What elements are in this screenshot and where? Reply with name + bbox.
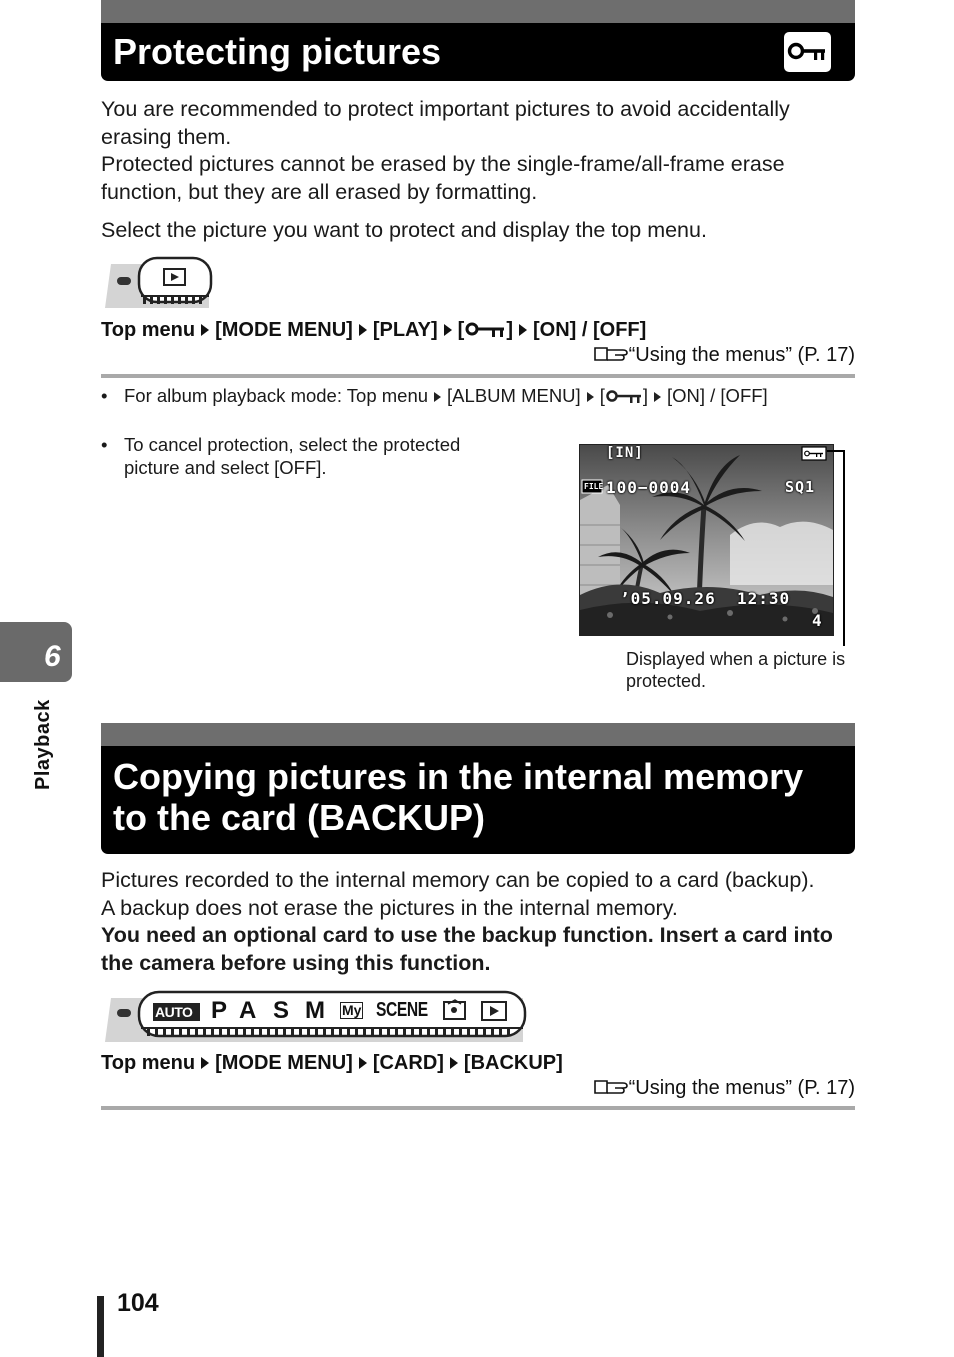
- section1-intro-paragraph-1: You are recommended to protect important pictures to avoid accidentally erasing them.: [101, 97, 790, 149]
- page-number-bar: [97, 1296, 104, 1357]
- my-mode-label: My: [342, 1002, 362, 1018]
- arrow-right-icon: [359, 1057, 367, 1069]
- camera-lcd-screenshot: [579, 444, 834, 636]
- arrow-right-icon: [587, 392, 594, 402]
- lcd-quality: SQ1: [785, 478, 816, 496]
- chapter-tab: [0, 622, 72, 682]
- section1-reference: “Using the menus” (P. 17): [593, 343, 855, 370]
- section2-banner: [101, 746, 855, 854]
- scene-mode-label: SCENE: [376, 999, 428, 1021]
- protect-key-icon: [784, 32, 831, 72]
- arrow-right-icon: [201, 1057, 209, 1069]
- lcd-memory-indicator: [IN]: [606, 445, 644, 461]
- protect-key-icon: [605, 387, 643, 410]
- callout-caption: Displayed when a picture is protected.: [626, 649, 846, 691]
- section2-title-line-2: to the card (BACKUP): [113, 797, 486, 838]
- arrow-right-icon: [359, 324, 367, 336]
- callout-line: [843, 450, 845, 646]
- reference-pointer-icon: [593, 1077, 629, 1103]
- section1-intro-paragraph-2: Protected pictures cannot be erased by the single-frame/all-frame erase function, but they are all erased by formatting.: [101, 152, 785, 204]
- playback-mode-dial-icon: [103, 256, 215, 317]
- reference-pointer-icon: [593, 344, 629, 370]
- mode-dial-icon: [103, 990, 528, 1046]
- section1-menu-path: Top menu [MODE MENU] [PLAY] [ ] [ON] / [OFF]: [101, 318, 646, 345]
- section2-paragraph-2: A backup does not erase the pictures in the internal memory.: [101, 896, 678, 920]
- protect-key-icon: [464, 321, 506, 345]
- callout-line: [827, 450, 844, 452]
- section1-title: Protecting pictures: [113, 31, 442, 72]
- bullet-album-mode: • For album playback mode: Top menu [ALBUM MENU] [ ] [ON] / [OFF]: [101, 384, 861, 408]
- chapter-label: Playback: [32, 699, 54, 790]
- movie-mode-icon: [444, 1002, 465, 1019]
- chapter-number: 6: [44, 640, 61, 673]
- bullet-cancel-protection: • To cancel protection, select the protected picture and select [OFF].: [101, 434, 461, 478]
- arrow-right-icon: [519, 324, 527, 336]
- section1-divider: [101, 374, 855, 378]
- lcd-file-label: FILE: [584, 482, 604, 491]
- playback-mode-icon: [482, 1002, 506, 1020]
- page-number: 104: [117, 1289, 159, 1317]
- arrow-right-icon: [434, 392, 441, 402]
- section2-reference: “Using the menus” (P. 17): [593, 1076, 855, 1103]
- section2-menu-path: Top menu [MODE MENU] [CARD] [BACKUP]: [101, 1052, 563, 1074]
- section2-paragraph-bold: You need an optional card to use the backup function. Insert a card into the camera before using this function.: [101, 923, 833, 975]
- section2-divider: [101, 1106, 855, 1110]
- arrow-right-icon: [444, 324, 452, 336]
- program-mode-label: P: [211, 997, 228, 1024]
- section1-intro-paragraph-3: Select the picture you want to protect and display the top menu.: [101, 218, 707, 242]
- lcd-file-number: 100−0004: [606, 478, 692, 497]
- shutter-mode-label: S: [273, 997, 290, 1024]
- arrow-right-icon: [201, 324, 209, 336]
- section1-banner-strip: [101, 0, 855, 23]
- arrow-right-icon: [654, 392, 661, 402]
- manual-mode-label: M: [305, 997, 325, 1024]
- section2-paragraph-1: Pictures recorded to the internal memory can be copied to a card (backup).: [101, 868, 815, 892]
- lcd-datetime: ’05.09.26 12:30: [620, 589, 791, 608]
- lcd-frame-count: 4: [812, 611, 823, 630]
- section2-title-line-1: Copying pictures in the internal memory: [113, 756, 804, 797]
- section2-banner-strip: [101, 723, 855, 746]
- aperture-mode-label: A: [239, 997, 257, 1024]
- arrow-right-icon: [450, 1057, 458, 1069]
- section1-banner: [101, 23, 855, 81]
- auto-mode-label: AUTO: [155, 1004, 193, 1020]
